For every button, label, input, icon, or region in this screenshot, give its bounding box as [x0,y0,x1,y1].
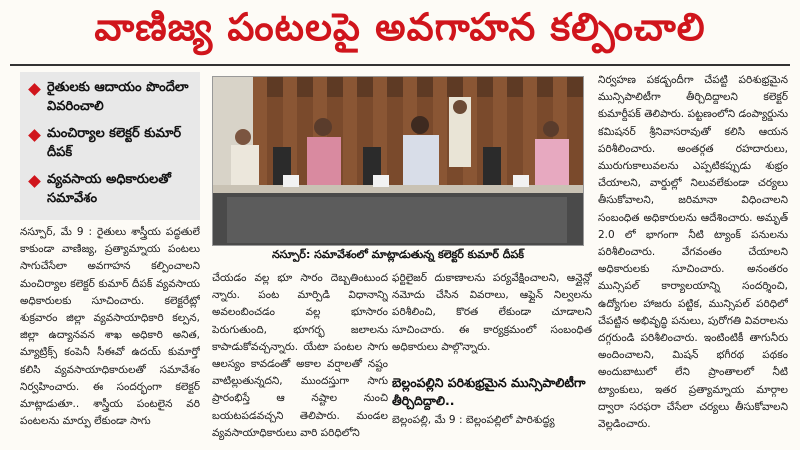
highlight-item [26,78,194,116]
highlights-box [20,72,200,220]
headline-text: వాణిజ్య పంటలపై అవగాహన కల్పించాలి [94,5,706,49]
column-text: బెల్లంపల్లి, మే 9 : బెల్లంపల్లిలో పారిశుద్ధ్య [392,414,555,426]
column-text: చేయడం వల్ల భూ సారం దెబ్బతింటుంద న్నారు. పంట మార్పిడి విధానాన్ని అవలంబించడం వల్ల భూసారం పెరుగుతుంది, భూగర్భ జలాలను కాపాడుకోవచ్చన్నారు. యేటా పంటల సాగు ఆలస్యం కావడంతో అకాల వర్షాలతో నష్టం వాటిల్లుతున్నదని, ముందస్తుగా సాగు ప్రారంభిస్తే ఆ నష్టాల నుంచి బయటపడవచ్చని తెలిపారు. మండల వ్యవసాయాధికారులు వారి పరిధిలోని [212,272,388,439]
article-column-3 [392,270,592,374]
column-text: నస్పూర్, మే 9 : రైతులు శాస్త్రీయ పద్ధతులే కాకుండా వాణిజ్య, ప్రత్యామ్నాయ పంటలు సాగుచేసేలా అవగాహన కల్పించాలని మంచిర్యాల కలెక్టర్ కుమార్ దీపక్ వ్యవసాయ అధికారులకు సూచించారు. కలెక్టరేట్లో శుక్రవారం జిల్లా వ్యవసాయాధికారి కల్పన, జిల్లా ఉద్యానవన శాఖ అధికారి అనిత, మ్యాట్రిక్స్ కంపెనీ సీఈవో ఉదయ్ కుమార్తో కలిసి వ్యవసాయాధికారులతో సమావేశం నిర్వహించారు. ఈ సందర్భంగా కలెక్టర్ మాట్లాడుతూ.. శాస్త్రీయ పంటలైన వరి పంటలను మార్పు లేకుండా సాగు [20,226,200,428]
article-column-2 [212,270,388,446]
diamond-bullet-icon [28,175,41,188]
article-column-3b [392,412,592,446]
headline [10,2,790,62]
diamond-bullet-icon [28,83,41,96]
column-text: నిర్వహణ పకడ్బందీగా చేపట్టి పరిశుభ్రమైన మున్సిపాలిటీగా తీర్చిదిద్దాలని కలెక్టర్ కుమార్దీపక్ తెలిపారు. పట్టణంలోని డంప్యార్డును కమిషనర్ శ్రీనివాసరావుతో కలిసి ఆయన పరిశీలించారు. అంతర్గత రహదారులు, మురుగుకాలువలను ఎప్పటికప్పుడు శుభ్రం చేయాలని, వార్డుల్లో నిలువలేకుండా చర్యలు తీసుకోవాలని, జరిమానా విధించాలని సంబంధిత అధికారులను ఆదేశించారు. అమృత్ 2.0 లో భాగంగా నీటి ట్యాంక్ పనులను పరిశీలించారు. వేగవంతం చేయాలని అధికారులకు సూచించారు. అనంతరం మున్సిపల్ కార్యాలయాన్ని సందర్శించి, ఉద్యోగుల హాజరు పట్టిక, మున్సిపల్ పరిధిలో చేపట్టిన అభివృద్ధి పనులు, పురోగతి వివరాలను దగ్గరుండి పరిశీలించారు. ఇంటింటికీ తాగునీరు అందించాలని, మిషన్ భగీరథ పథకం అందుబాటులో లేని ప్రాంతాలలో నీటి ట్యాంకులు, ఇతర ప్రత్యామ్నాయ మార్గాల ద్వారా సరఫరా చేసేలా చర్యలు తీసుకోవాలని వెల్లడించారు. [598,74,788,431]
highlight-item [26,124,194,162]
photo-caption: నస్పూర్: సమావేశంలో మాట్లాడుతున్న కలెక్టర్ కుమార్ దీపక్ [212,248,584,266]
article-column-4 [598,72,788,446]
headline-rule [10,64,790,66]
column-text: ఫర్టిలైజర్ దుకాణాలను పర్యవేక్షించాలని, ఆన్లైన్లో నమోదు చేసిన వివరాలు, ఆఫ్లైన్ నిల్వలను పరిశీలించి, కొరత లేకుండా చూడాలని సూచించారు. ఈ కార్యక్రమంలో సంబంధిత అధికారులు పాల్గొన్నారు. [392,272,592,353]
diamond-bullet-icon [28,129,41,142]
meeting-photo [212,76,584,246]
highlight-item [26,170,194,208]
highlight-text: మంచిర్యాల కలెక్టర్ కుమార్ దీపక్ [47,126,182,160]
highlight-text: రైతులకు ఆదాయం పొందేలా వివరించాలి [47,80,189,114]
highlight-text: వ్యవసాయ అధికారులతో సమావేశం [47,172,171,206]
article-column-1 [20,224,200,446]
sub-headline: బెల్లంపల్లిని పరిశుభ్రమైన మున్సిపాలిటీగా తీర్చిదిద్దాలి.. [392,375,586,408]
